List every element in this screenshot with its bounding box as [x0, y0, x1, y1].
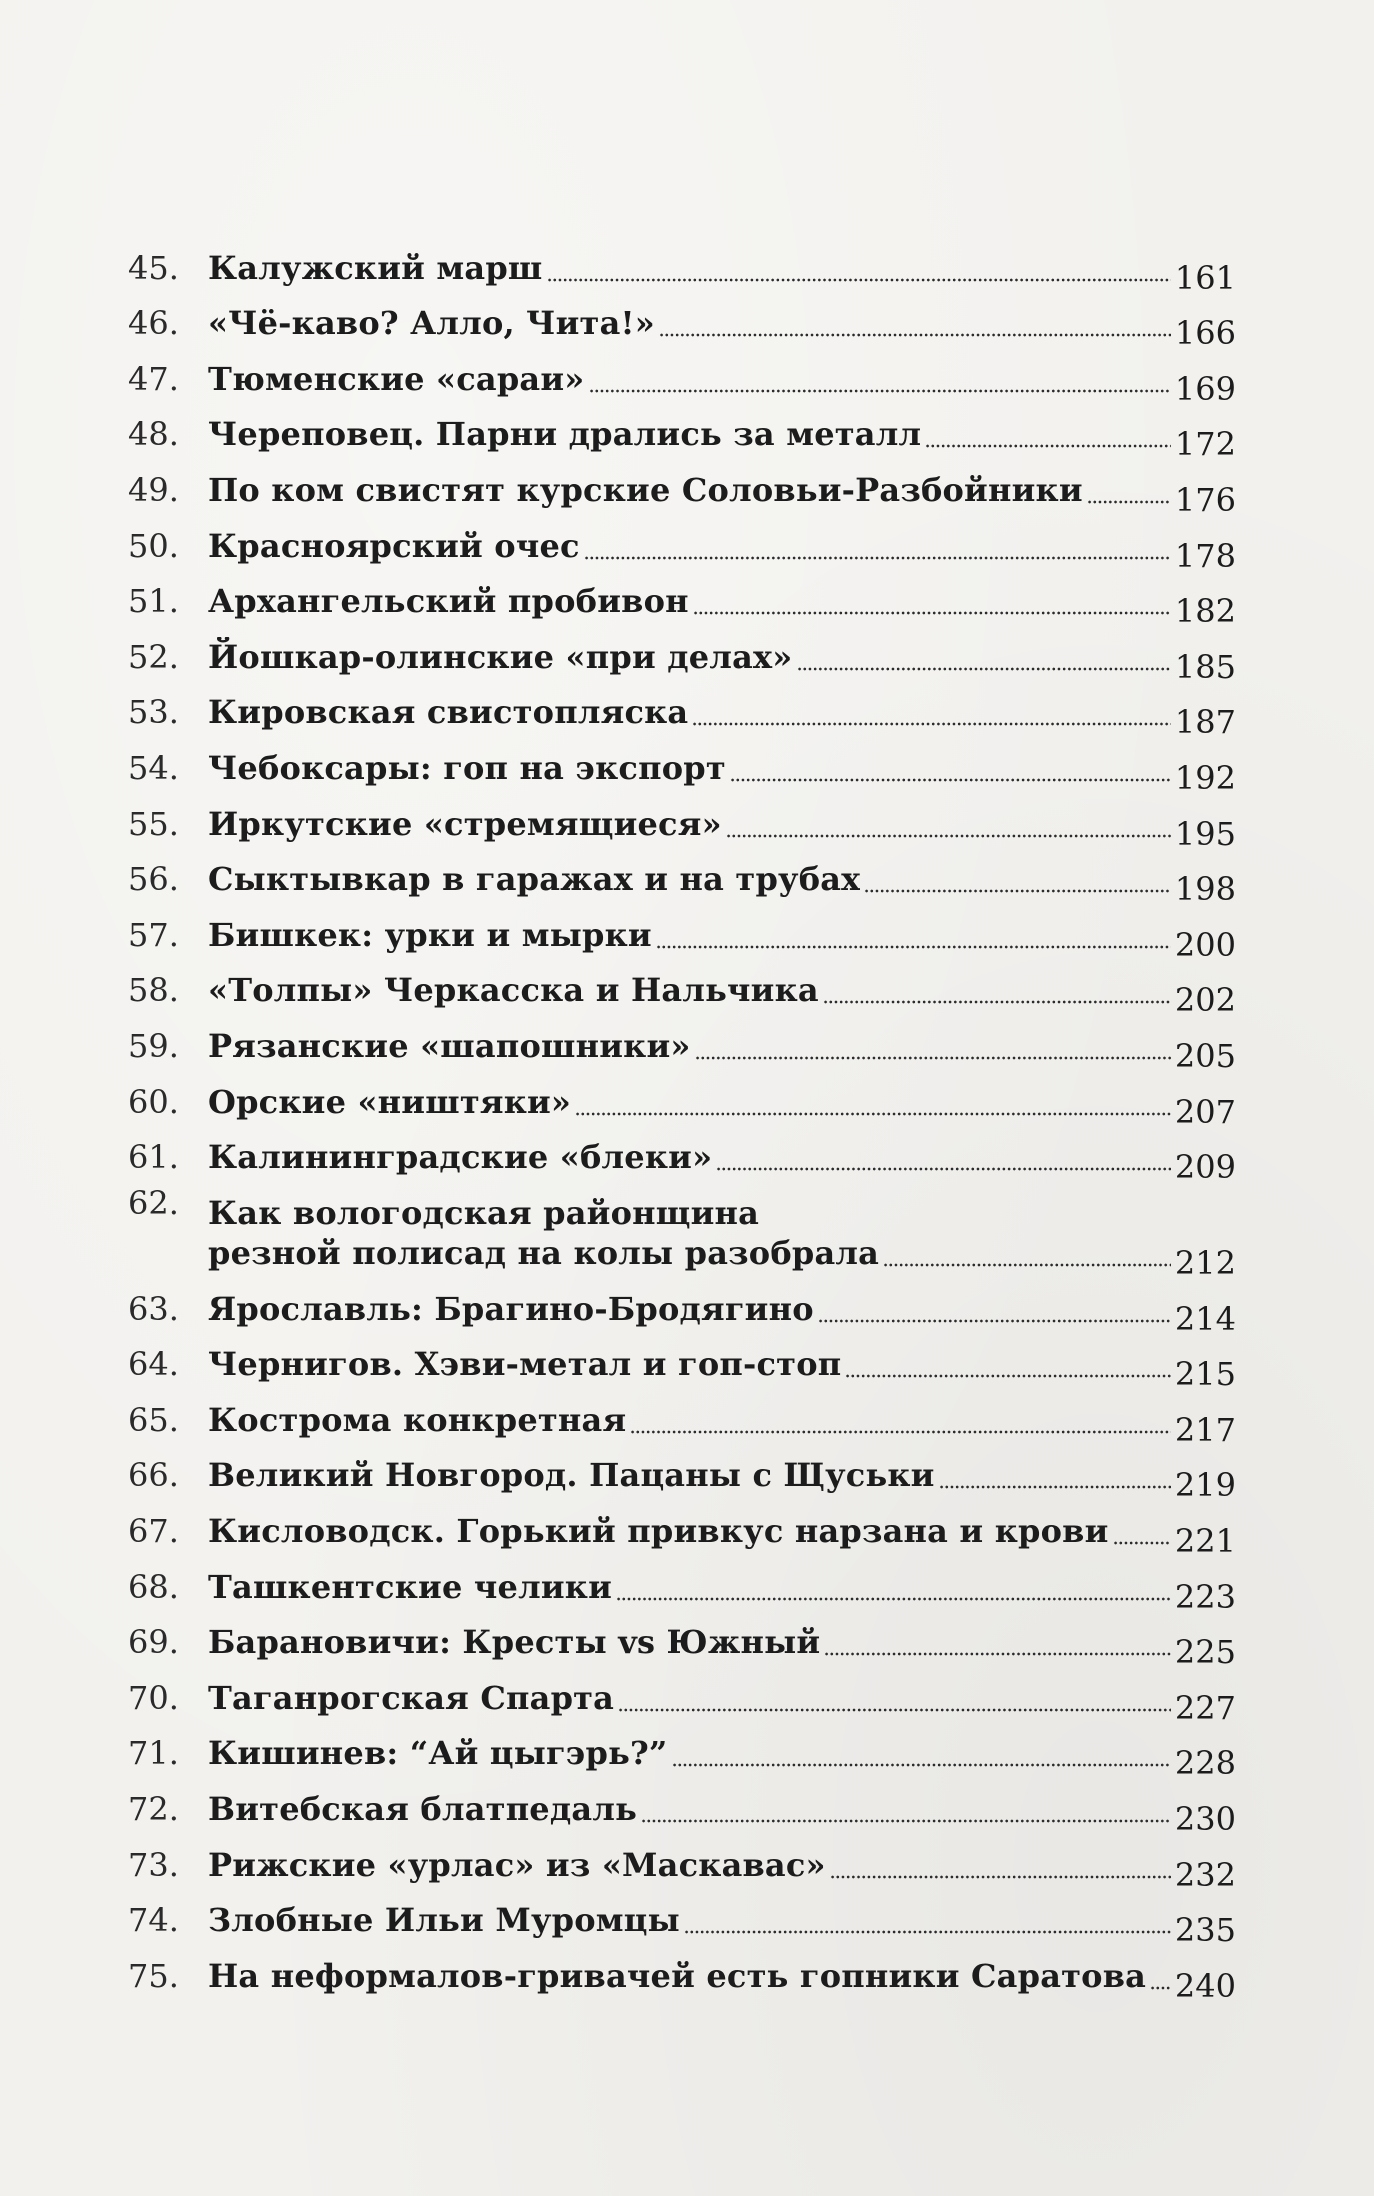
entry-title: Злобные Ильи Муромцы: [208, 1901, 680, 1940]
toc-entry-54: [128, 732, 1236, 797]
entry-title: По ком свистят курские Соловьи-Разбойники: [208, 470, 1083, 509]
dot-leader: [824, 1652, 1171, 1656]
toc-entry-61: [128, 1122, 1236, 1187]
toc-entry-64: [128, 1329, 1236, 1394]
entry-page-number: 214: [1174, 1299, 1236, 1338]
entry-title: Красноярский очес: [208, 526, 580, 565]
dot-leader: [845, 1374, 1171, 1378]
dot-leader: [1113, 1541, 1171, 1545]
entry-title: Кишинев: “Ай цыгэрь?”: [208, 1734, 668, 1773]
entry-number: 67.: [128, 1512, 179, 1551]
entry-number: 46.: [128, 304, 179, 343]
entry-number: 47.: [128, 359, 179, 398]
toc-entry-49: [128, 454, 1236, 519]
dot-leader: [618, 1708, 1171, 1712]
entry-page-number: 228: [1174, 1744, 1236, 1783]
entry-page-number: 227: [1174, 1688, 1236, 1727]
dot-leader: [692, 722, 1171, 726]
entry-number: 45.: [128, 248, 179, 287]
dot-leader: [684, 1930, 1171, 1934]
toc-entry-74: [128, 1885, 1236, 1950]
dot-leader: [823, 1000, 1171, 1004]
dot-leader: [584, 556, 1171, 560]
entry-title: Чебоксары: гоп на экспорт: [208, 748, 726, 787]
dot-leader: [589, 389, 1171, 393]
dot-leader: [616, 1597, 1171, 1601]
dot-leader: [672, 1763, 1171, 1767]
entry-number: 71.: [128, 1734, 179, 1773]
dot-leader: [716, 1167, 1171, 1171]
entry-page-number: 207: [1174, 1092, 1236, 1131]
entry-title: Ташкентские челики: [208, 1567, 613, 1606]
toc-entry-47: [128, 343, 1236, 408]
dot-leader: [818, 1319, 1171, 1323]
toc-entry-58: [128, 955, 1236, 1020]
entry-number: 49.: [128, 470, 179, 509]
entry-title: Архангельский пробивон: [208, 582, 689, 621]
entry-page-number: 161: [1174, 258, 1236, 297]
toc-entry-71: [128, 1718, 1236, 1783]
toc-entry-70: [128, 1662, 1236, 1727]
dot-leader: [830, 1875, 1171, 1879]
toc-entry-75: [128, 1940, 1236, 2005]
dot-leader: [883, 1263, 1171, 1267]
entry-number: 65.: [128, 1400, 179, 1439]
toc-entry-57: [128, 899, 1236, 964]
toc-entry-73: [128, 1829, 1236, 1894]
entry-page-number: 187: [1174, 703, 1236, 742]
entry-page-number: 200: [1174, 925, 1236, 964]
entry-title: Сыктывкар в гаражах и на трубах: [208, 860, 861, 899]
dot-leader: [656, 945, 1171, 949]
entry-number: 62.: [128, 1184, 179, 1223]
entry-number: 66.: [128, 1456, 179, 1495]
entry-number: 70.: [128, 1678, 179, 1717]
entry-number: 69.: [128, 1623, 179, 1662]
entry-number: 53.: [128, 693, 179, 732]
entry-page-number: 202: [1174, 981, 1236, 1020]
entry-number: 51.: [128, 582, 179, 621]
dot-leader: [693, 611, 1171, 615]
entry-page-number: 215: [1174, 1355, 1236, 1394]
entry-page-number: 230: [1174, 1800, 1236, 1839]
entry-page-number: 212: [1174, 1244, 1236, 1283]
entry-number: 54.: [128, 748, 179, 787]
dot-leader: [939, 1485, 1171, 1489]
table-of-contents: [128, 232, 1236, 2005]
toc-entry-68: [128, 1551, 1236, 1616]
entry-title: «Чё-каво? Алло, Чита!»: [208, 304, 655, 343]
toc-entry-45: [128, 232, 1236, 297]
entry-page-number: 166: [1174, 314, 1236, 353]
entry-number: 58.: [128, 971, 179, 1010]
toc-entry-63: [128, 1273, 1236, 1338]
dot-leader: [695, 1056, 1171, 1060]
entry-page-number: 217: [1174, 1410, 1236, 1449]
entry-page-number: 219: [1174, 1466, 1236, 1505]
entry-title: Великий Новгород. Пацаны с Щуськи: [208, 1456, 935, 1495]
entry-number: 60.: [128, 1082, 179, 1121]
dot-leader: [730, 778, 1171, 782]
entry-number: 64.: [128, 1345, 179, 1384]
entry-page-number: 178: [1174, 536, 1236, 575]
toc-entry-72: [128, 1773, 1236, 1839]
entry-page-number: 223: [1174, 1577, 1236, 1616]
entry-page-number: 225: [1174, 1633, 1236, 1672]
entry-title: Бишкек: урки и мырки: [208, 915, 652, 954]
toc-entry-56: [128, 844, 1236, 909]
entry-number: 73.: [128, 1845, 179, 1884]
toc-entry-67: [128, 1495, 1236, 1561]
dot-leader: [630, 1430, 1171, 1434]
entry-page-number: 192: [1174, 758, 1236, 797]
dot-leader: [641, 1819, 1171, 1823]
entry-number: 68.: [128, 1567, 179, 1606]
dot-leader: [1150, 1986, 1171, 1990]
entry-page-number: 172: [1174, 425, 1236, 464]
entry-number: 63.: [128, 1289, 179, 1328]
toc-entry-53: [128, 677, 1236, 742]
dot-leader: [659, 333, 1171, 337]
dot-leader: [1087, 500, 1171, 504]
entry-title: Йошкар-олинские «при делах»: [208, 637, 793, 676]
entry-title: Кострома конкретная: [208, 1400, 627, 1439]
entry-title: Барановичи: Кресты vs Южный: [208, 1623, 821, 1662]
toc-entry-60: [128, 1066, 1236, 1131]
entry-title: Череповец. Парни дрались за металл: [208, 415, 922, 454]
entry-number: 74.: [128, 1901, 179, 1940]
entry-page-number: 205: [1174, 1036, 1236, 1075]
dot-leader: [925, 444, 1171, 448]
entry-page-number: 182: [1174, 592, 1236, 631]
toc-entry-48: [128, 399, 1236, 464]
toc-entry-69: [128, 1607, 1236, 1672]
entry-title: Тюменские «сараи»: [208, 359, 585, 398]
toc-entry-65: [128, 1384, 1236, 1449]
entry-page-number: 198: [1174, 870, 1236, 909]
entry-title: Кировская свистопляска: [208, 693, 689, 732]
entry-page-number: 240: [1174, 1966, 1236, 2005]
entry-number: 75.: [128, 1956, 179, 1995]
toc-entry-62: [128, 1177, 1236, 1283]
toc-entry-55: [128, 788, 1236, 853]
entry-title: Рязанские «шапошники»: [208, 1026, 691, 1065]
entry-number: 55.: [128, 804, 179, 843]
entry-page-number: 176: [1174, 480, 1236, 519]
entry-title: Кисловодск. Горький привкус нарзана и крови: [208, 1512, 1109, 1551]
entry-number: 61.: [128, 1138, 179, 1177]
toc-entry-51: [128, 566, 1236, 631]
dot-leader: [726, 834, 1171, 838]
entry-title: Калужский марш: [208, 248, 543, 287]
entry-number: 57.: [128, 915, 179, 954]
entry-title: Витебская блатпедаль: [208, 1790, 638, 1829]
entry-page-number: 209: [1174, 1148, 1236, 1187]
entry-number: 59.: [128, 1026, 179, 1065]
toc-entry-46: [128, 288, 1236, 353]
entry-number: 72.: [128, 1790, 179, 1829]
entry-page-number: 169: [1174, 369, 1236, 408]
dot-leader: [797, 667, 1171, 671]
entry-title: Таганрогская Спарта: [208, 1678, 615, 1717]
entry-title: Ярославль: Брагино-Бродягино: [208, 1289, 814, 1328]
toc-entry-66: [128, 1440, 1236, 1505]
entry-title: Иркутские «стремящиеся»: [208, 804, 722, 843]
entry-title: «Толпы» Черкасска и Нальчика: [208, 971, 819, 1010]
entry-page-number: 185: [1174, 647, 1236, 686]
entry-number: 52.: [128, 637, 179, 676]
entry-title: Рижские «урлас» из «Маскавас»: [208, 1845, 826, 1884]
dot-leader: [547, 278, 1171, 282]
entry-title: Чернигов. Хэви-метал и гоп-стоп: [208, 1345, 842, 1384]
entry-number: 56.: [128, 860, 179, 899]
entry-title: Калининградские «блеки»: [208, 1138, 713, 1177]
dot-leader: [864, 889, 1170, 893]
entry-page-number: 235: [1174, 1911, 1236, 1950]
entry-page-number: 232: [1174, 1855, 1236, 1894]
entry-title: Орские «ништяки»: [208, 1082, 572, 1121]
entry-title-line-1: Как вологодская районщина: [208, 1194, 760, 1233]
toc-entry-50: [128, 510, 1236, 575]
entry-title: На неформалов-гривачей есть гопники Саратова: [208, 1956, 1147, 1995]
toc-entry-52: [128, 621, 1236, 686]
entry-page-number: 221: [1174, 1522, 1236, 1561]
dot-leader: [575, 1112, 1171, 1116]
entry-title-line-2: резной полисад на колы разобрала: [208, 1234, 880, 1273]
toc-entry-59: [128, 1010, 1236, 1075]
entry-number: 50.: [128, 526, 179, 565]
entry-number: 48.: [128, 415, 179, 454]
entry-page-number: 195: [1174, 814, 1236, 853]
